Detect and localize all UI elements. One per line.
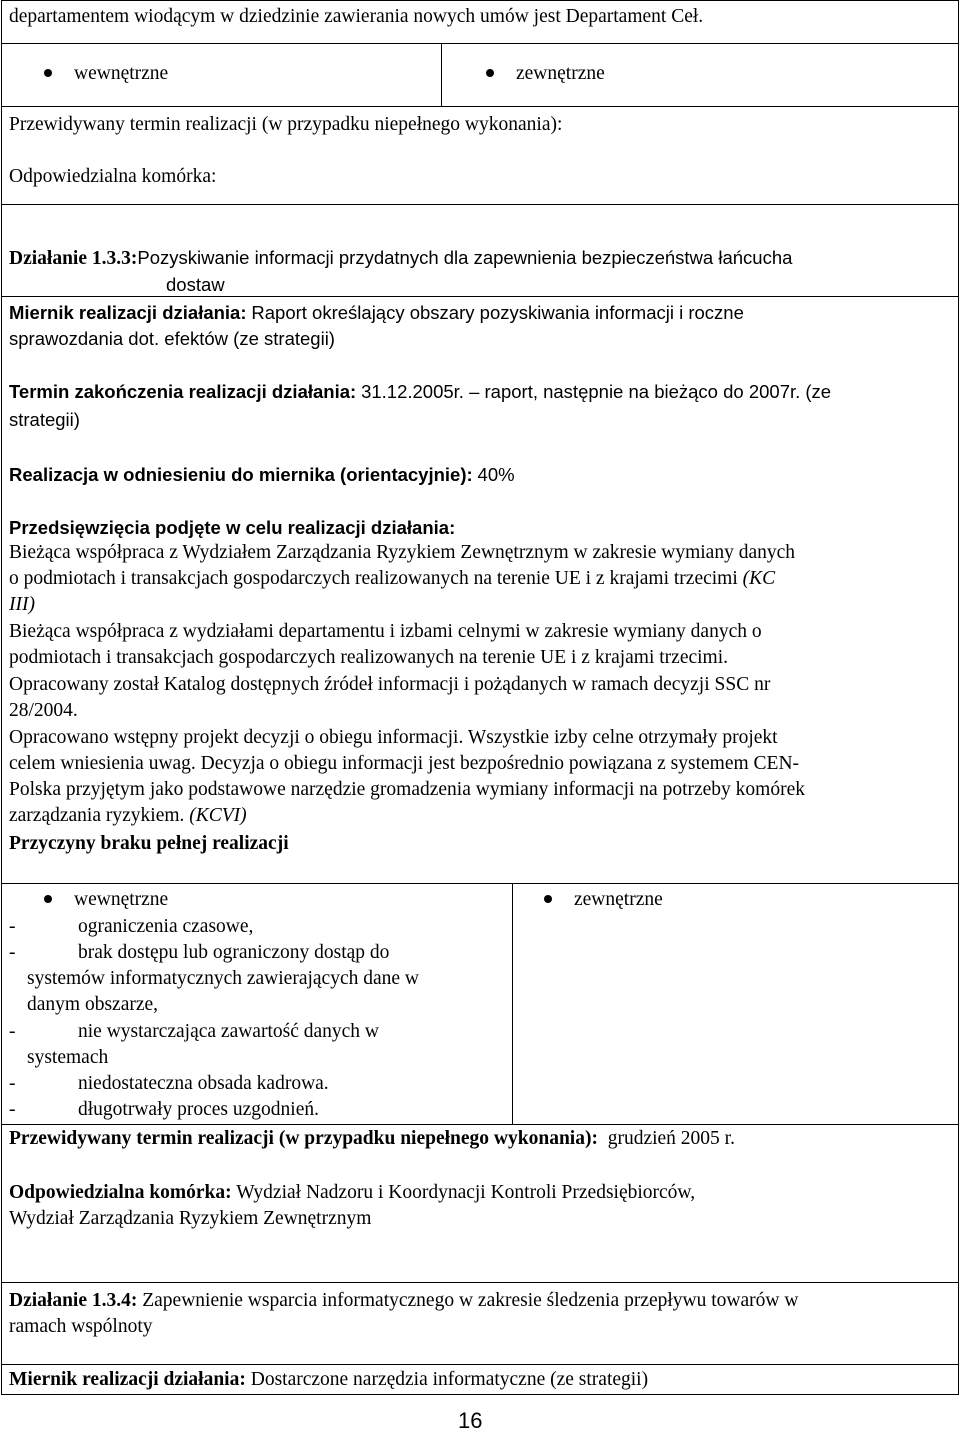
bullet-icon bbox=[44, 895, 52, 903]
end-date-cont: strategii) bbox=[9, 409, 80, 430]
divider bbox=[1, 1124, 959, 1125]
undertaking-1-cont: o podmiotach i transakcjach gospodarczych realizowanych na terenie UE i z krajami trzecimi (KC bbox=[9, 568, 776, 589]
undertaking-4-cont: celem wniesienia uwag. Decyzja o obiegu informacji jest bezpośrednio powiązana z systemem CEN- bbox=[9, 753, 800, 774]
undertakings-label: Przedsięwzięcia podjęte w celu realizacji działania: bbox=[9, 517, 456, 538]
measure: Miernik realizacji działania: Raport określający obszary pozyskiwania informacji i roczne bbox=[9, 302, 744, 323]
divider bbox=[1, 1364, 959, 1365]
unit-label: Odpowiedzialna komórka: bbox=[9, 166, 217, 187]
undertaking-3-cont: 28/2004. bbox=[9, 700, 78, 721]
divider bbox=[1, 43, 959, 44]
column-divider bbox=[441, 43, 442, 106]
reason-item: nie wystarczająca zawartość danych w bbox=[78, 1021, 380, 1042]
deadline-label: Przewidywany termin realizacji (w przypadku niepełnego wykonania): bbox=[9, 114, 563, 135]
reason-item-cont: danym obszarze, bbox=[27, 994, 159, 1015]
bullet-icon bbox=[486, 69, 494, 77]
reason-item: ograniczenia czasowe, bbox=[78, 916, 254, 937]
reason-item-cont: systemów informatycznych zawierających dane w bbox=[27, 968, 419, 989]
measure: Miernik realizacji działania: Dostarczone narzędzia informatyczne (ze strategii) bbox=[9, 1369, 649, 1390]
responsible-unit: Odpowiedzialna komórka: Wydział Nadzoru i Koordynacji Kontroli Przedsiębiorców, bbox=[9, 1182, 696, 1203]
divider bbox=[1, 106, 959, 107]
action-title: Działanie 1.3.3:Pozyskiwanie informacji przydatnych dla zapewnienia bezpieczeństwa łańcucha bbox=[9, 247, 793, 269]
deadline: Przewidywany termin realizacji (w przypadku niepełnego wykonania): grudzień 2005 r. bbox=[9, 1128, 735, 1149]
bullet-icon bbox=[544, 895, 552, 903]
reason-item: brak dostępu lub ograniczony dostąp do bbox=[78, 942, 390, 963]
undertaking-1: Bieżąca współpraca z Wydziałem Zarządzania Ryzykiem Zewnętrznym w zakresie wymiany danych bbox=[9, 542, 795, 563]
undertaking-4-cont: zarządzania ryzykiem. (KCVI) bbox=[9, 805, 247, 826]
action-title: Działanie 1.3.4: Zapewnienie wsparcia informatycznego w zakresie śledzenia przepływu towarów w bbox=[9, 1290, 799, 1311]
divider bbox=[1, 296, 959, 297]
dash: - bbox=[9, 916, 16, 937]
external-reasons-header: zewnętrzne bbox=[544, 887, 663, 913]
bullet-icon bbox=[44, 69, 52, 77]
column-divider bbox=[512, 883, 513, 1124]
dash: - bbox=[9, 1073, 16, 1094]
reason-item-cont: systemach bbox=[27, 1047, 109, 1068]
undertaking-2-cont: podmiotach i transakcjach gospodarczych realizowanych na terenie UE i z krajami trzecimi. bbox=[9, 647, 729, 668]
undertaking-4: Opracowano wstępny projekt decyzji o obiegu informacji. Wszystkie izby celne otrzymały projekt bbox=[9, 727, 778, 748]
reason-item: niedostateczna obsada kadrowa. bbox=[78, 1073, 329, 1094]
responsible-unit-cont: Wydział Zarządzania Ryzykiem Zewnętrznym bbox=[9, 1208, 372, 1229]
external-option: zewnętrzne bbox=[486, 61, 605, 87]
intro-line: departamentem wiodącym w dziedzinie zawierania nowych umów jest Departament Ceł. bbox=[9, 6, 704, 27]
measure-cont: sprawozdania dot. efektów (ze strategii) bbox=[9, 328, 335, 349]
reasons-label: Przyczyny braku pełnej realizacji bbox=[9, 833, 289, 854]
undertaking-4-cont: Polska przyjętym jako podstawowe narzędzie gromadzenia wymiany informacji na potrzeby komórek bbox=[9, 779, 805, 800]
progress: Realizacja w odniesieniu do miernika (orientacyjnie): 40% bbox=[9, 464, 515, 485]
dash: - bbox=[9, 942, 16, 963]
undertaking-1-ref: III) bbox=[9, 594, 35, 615]
undertaking-2: Bieżąca współpraca z wydziałami departamentu i izbami celnymi w zakresie wymiany danych o bbox=[9, 621, 762, 642]
end-date: Termin zakończenia realizacji działania: 31.12.2005r. – raport, następnie na bieżąco do 2007r. (ze bbox=[9, 381, 832, 402]
internal-option: wewnętrzne bbox=[44, 61, 168, 87]
action-title-cont: ramach wspólnoty bbox=[9, 1316, 153, 1337]
dash: - bbox=[9, 1099, 16, 1120]
reason-item: długotrwały proces uzgodnień. bbox=[78, 1099, 319, 1120]
internal-reasons-header: wewnętrzne bbox=[44, 887, 168, 913]
action-title-cont: dostaw bbox=[166, 274, 225, 295]
dash: - bbox=[9, 1021, 16, 1042]
page-number: 16 bbox=[458, 1408, 483, 1433]
undertaking-3: Opracowany został Katalog dostępnych źródeł informacji i pożądanych w ramach decyzji SSC nr bbox=[9, 674, 771, 695]
